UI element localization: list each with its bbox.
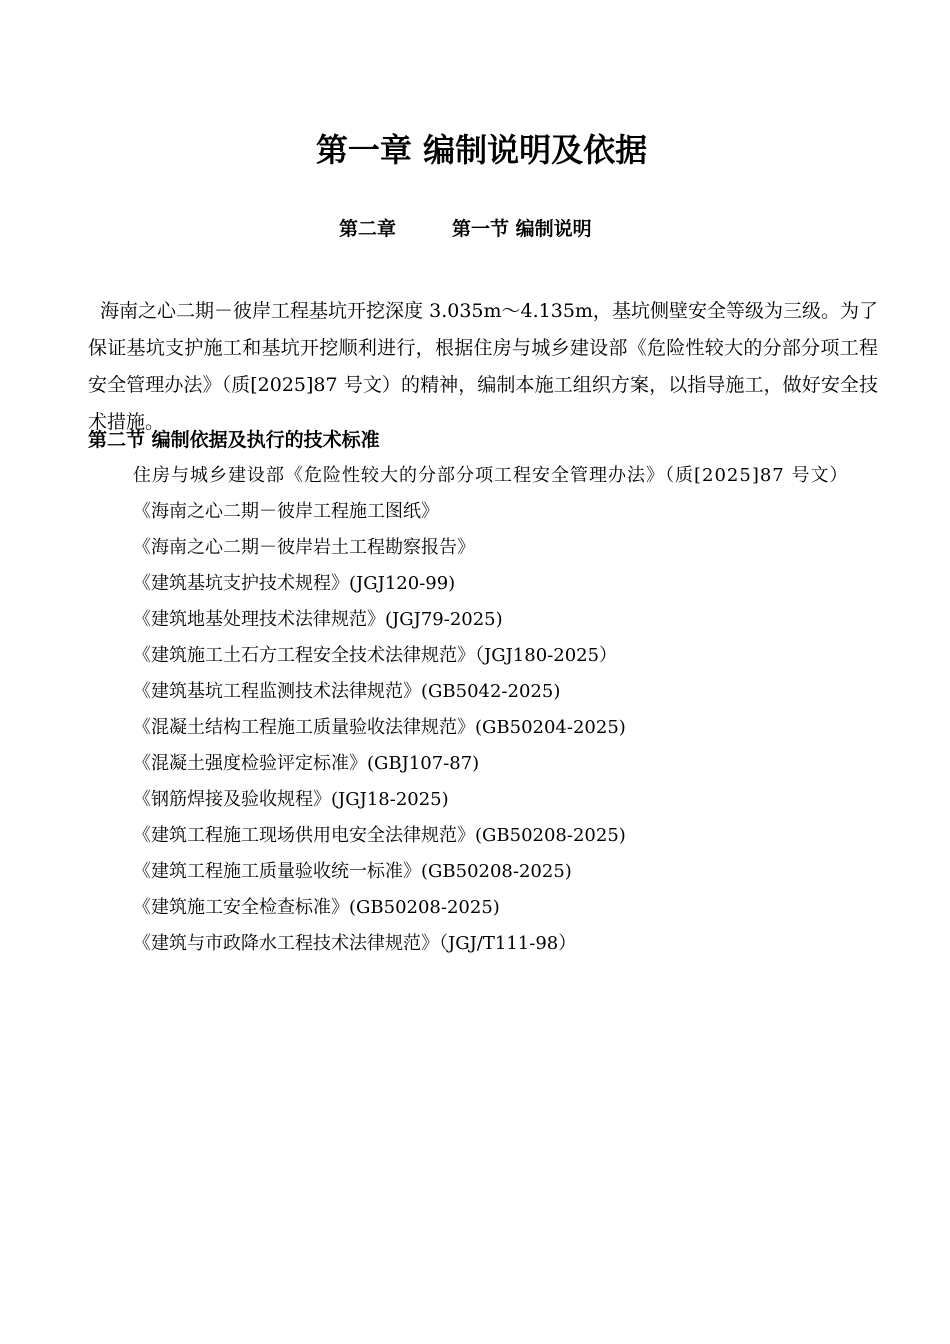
basis-item: 《海南之心二期－彼岸工程施工图纸》 xyxy=(133,501,439,522)
section-1-paragraph: 海南之心二期－彼岸工程基坑开挖深度 3.035m～4.135m，基坑侧壁安全等级为三级。为了保证基坑支护施工和基坑开挖顺利进行，根据住房与城乡建设部《危险性较大的分部分项工程安全管理办法》（质[2025]87 号文）的精神，编制本施工组织方案，以指导施工，做好安全技术措施。 xyxy=(88,300,878,433)
chapter-title: 第一章 编制说明及依据 xyxy=(315,131,648,169)
basis-item: 《建筑与市政降水工程技术法律规范》（JGJ/T111-98） xyxy=(133,933,577,954)
basis-item: 《建筑工程施工质量验收统一标准》(GB50208-2025) xyxy=(133,861,572,882)
section-2-heading: 第二节 编制依据及执行的技术标准 xyxy=(88,429,380,451)
basis-item: 住房与城乡建设部《危险性较大的分部分项工程安全管理办法》（质[2025]87 号文） xyxy=(133,465,849,486)
basis-item: 《混凝土强度检验评定标准》(GBJ107-87) xyxy=(133,753,480,774)
basis-item: 《建筑施工土石方工程安全技术法律规范》（JGJ180-2025） xyxy=(133,645,618,666)
basis-item: 《建筑工程施工现场供用电安全法律规范》(GB50208-2025) xyxy=(133,825,626,846)
basis-item: 《建筑施工安全检查标准》(GB50208-2025) xyxy=(133,897,500,918)
basis-list xyxy=(133,458,875,962)
section-1-title: 第一节 编制说明 xyxy=(452,218,592,240)
basis-item: 《海南之心二期－彼岸岩土工程勘察报告》 xyxy=(133,537,475,558)
chapter-label: 第二章 xyxy=(339,218,397,240)
basis-item: 《建筑基坑支护技术规程》(JGJ120-99) xyxy=(133,573,456,594)
basis-item: 《建筑地基处理技术法律规范》(JGJ79-2025) xyxy=(133,609,503,630)
basis-item: 《钢筋焊接及验收规程》(JGJ18-2025) xyxy=(133,789,449,810)
section-1-heading xyxy=(339,214,592,244)
basis-item: 《混凝土结构工程施工质量验收法律规范》(GB50204-2025) xyxy=(133,717,626,738)
basis-item: 《建筑基坑工程监测技术法律规范》(GB5042-2025) xyxy=(133,681,561,702)
